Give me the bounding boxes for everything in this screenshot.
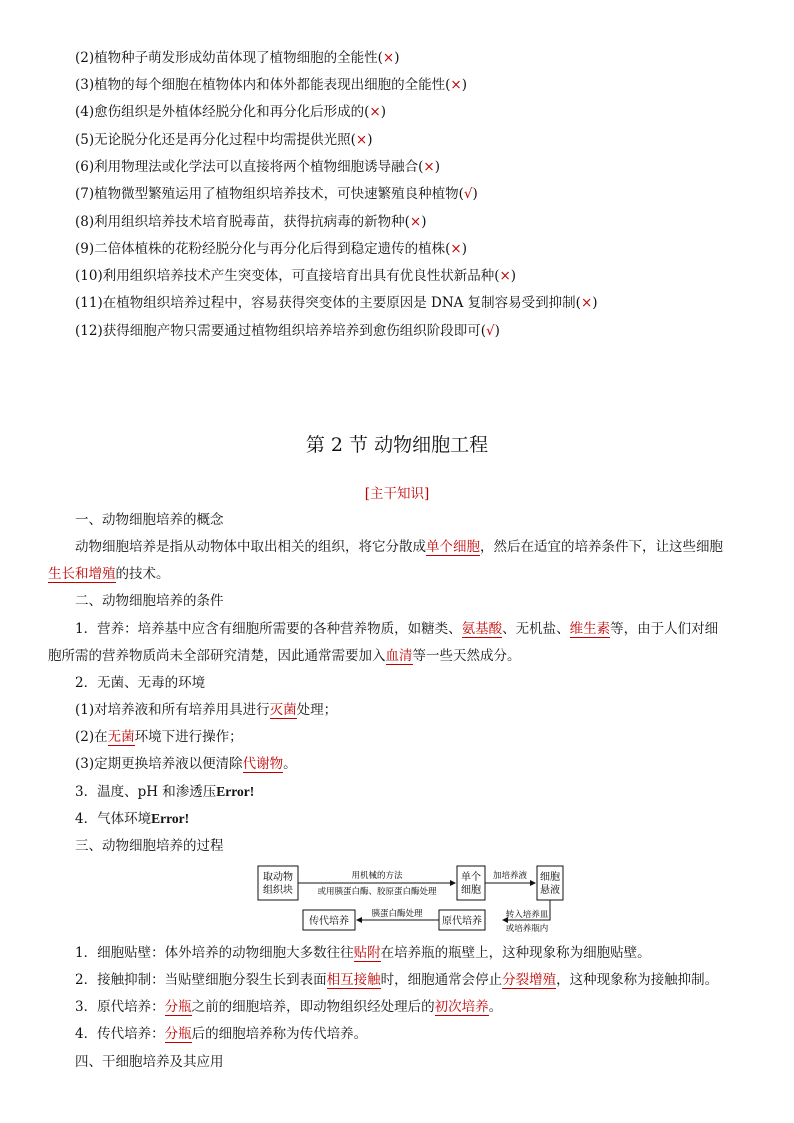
judgement-paren: ) xyxy=(461,241,467,257)
judgement-item xyxy=(75,321,500,341)
culture-process-diagram xyxy=(255,862,565,934)
arrow-transfer-label2: 或培养瓶内 xyxy=(505,924,549,934)
judgement-item xyxy=(75,266,516,286)
judgement-item xyxy=(75,75,467,95)
judgement-item xyxy=(75,157,440,177)
judgement-paren: ) xyxy=(434,159,440,175)
judgement-mark: × xyxy=(369,104,381,120)
box-single-cell-line2: 细胞 xyxy=(461,885,481,896)
judgement-paren: ) xyxy=(494,323,500,339)
box-tissue-line2: 组织块 xyxy=(263,885,293,896)
judgement-mark: √ xyxy=(485,323,495,339)
judgement-mark: × xyxy=(409,214,422,230)
judgement-paren: ) xyxy=(461,77,467,93)
heading-stem-cells: 四、干细胞培养及其应用 xyxy=(75,1054,224,1070)
judgement-item xyxy=(75,239,467,259)
judgement-mark: × xyxy=(355,132,368,148)
paragraph-subculture: 4．传代培养：分瓶后的细胞培养称为传代培养。 xyxy=(75,1026,368,1042)
section-subtitle: [主干知识] xyxy=(364,486,430,502)
box-subculture-label: 传代培养 xyxy=(309,916,349,927)
section-title: 第 2 节 动物细胞工程 xyxy=(305,434,489,456)
box-primary-culture-label: 原代培养 xyxy=(442,916,482,927)
paragraph-temperature: 3．温度、pH 和渗透压Error! xyxy=(75,784,255,800)
paragraph-adherence: 1．细胞贴壁：体外培养的动物细胞大多数往往贴附在培养瓶的瓶壁上，这种现象称为细胞贴壁。 xyxy=(75,945,651,961)
judgement-paren: ) xyxy=(394,50,400,66)
judgement-text: (2)植物种子萌发形成幼苗体现了植物细胞的全能性( xyxy=(75,50,383,66)
box-suspension-line2: 悬液 xyxy=(540,885,560,896)
judgement-mark: × xyxy=(580,295,593,311)
judgement-text: (4)愈伤组织是外植体经脱分化和再分化后形成的( xyxy=(75,104,370,120)
judgement-item xyxy=(75,184,478,204)
arrow-mechanical-label1: 用机械的方法 xyxy=(351,871,403,881)
paragraph-sterile-3: (3)定期更换培养液以便清除代谢物。 xyxy=(75,756,297,772)
paragraph-sterile-1: (1)对培养液和所有培养用具进行灭菌处理； xyxy=(75,702,338,718)
judgement-text: (12)获得细胞产物只需要通过植物组织培养培养到愈伤组织阶段即可( xyxy=(75,323,486,339)
judgement-text: (5)无论脱分化还是再分化过程中均需提供光照( xyxy=(75,132,356,148)
box-single-cell-line1: 单个 xyxy=(461,872,481,883)
judgement-mark: × xyxy=(499,268,511,284)
paragraph-nutrition-line1: 1．营养：培养基中应含有细胞所需要的各种营养物质，如糖类、氨基酸、无机盐、维生素等，由于人们对细 xyxy=(75,621,719,637)
box-tissue-line1: 取动物 xyxy=(263,872,293,883)
paragraph-sterile-2: (2)在无菌环境下进行操作； xyxy=(75,729,243,745)
judgement-text: (6)利用物理法或化学法可以直接将两个植物细胞诱导融合( xyxy=(75,159,424,175)
paragraph-gas: 4．气体环境Error! xyxy=(75,811,190,827)
judgement-paren: ) xyxy=(592,295,598,311)
judgement-mark: × xyxy=(382,50,395,66)
heading-conditions: 二、动物细胞培养的条件 xyxy=(75,593,224,609)
heading-concept: 一、动物细胞培养的概念 xyxy=(75,512,224,528)
paragraph-nutrition-line2: 胞所需的营养物质尚未全部研究清楚，因此通常需要加入血清等一些天然成分。 xyxy=(48,648,521,664)
judgement-mark: × xyxy=(423,159,435,175)
judgement-mark: √ xyxy=(463,186,473,202)
arrow-trypsin-label: 胰蛋白酶处理 xyxy=(371,909,423,919)
judgement-item xyxy=(75,212,426,232)
arrow-mechanical-label2: 或用胰蛋白酶、胶原蛋白酶处理 xyxy=(317,887,437,897)
paragraph-concept-line2: 生长和增殖的技术。 xyxy=(48,566,170,582)
judgement-text: (7)植物微型繁殖运用了植物组织培养技术，可快速繁殖良种植物( xyxy=(75,186,464,202)
judgement-paren: ) xyxy=(367,132,373,148)
judgement-text: (11)在植物组织培养过程中，容易获得突变体的主要原因是 DNA 复制容易受到抑制( xyxy=(75,295,581,311)
judgement-item xyxy=(75,48,399,68)
judgement-paren: ) xyxy=(472,186,478,202)
judgement-text: (3)植物的每个细胞在植物体内和体外都能表现出细胞的全能性( xyxy=(75,77,451,93)
judgement-paren: ) xyxy=(510,268,517,284)
box-suspension-line1: 细胞 xyxy=(540,872,560,883)
judgement-text: (10)利用组织培养技术产生突变体，可直接培育出具有优良性状新品种( xyxy=(75,268,500,284)
judgement-mark: × xyxy=(450,241,462,257)
judgement-item xyxy=(75,102,386,122)
paragraph-contact-inhibition: 2．接触抑制：当贴壁细胞分裂生长到表面相互接触时，细胞通常会停止分裂增殖，这种现象称为接触抑制。 xyxy=(75,972,719,988)
judgement-text: (9)二倍体植株的花粉经脱分化与再分化后得到稳定遗传的植株( xyxy=(75,241,451,257)
arrow-add-medium-label: 加培养液 xyxy=(492,871,528,881)
heading-process: 三、动物细胞培养的过程 xyxy=(75,838,224,854)
paragraph-concept-line1: 动物细胞培养是指从动物体中取出相关的组织，将它分散成单个细胞，然后在适宜的培养条件下，让这些细胞 xyxy=(75,539,723,555)
judgement-mark: × xyxy=(450,77,462,93)
judgement-paren: ) xyxy=(421,214,427,230)
judgement-text: (8)利用组织培养技术培育脱毒苗，获得抗病毒的新物种( xyxy=(75,214,410,230)
paragraph-sterile: 2．无菌、无毒的环境 xyxy=(75,675,206,691)
judgement-paren: ) xyxy=(380,104,386,120)
judgement-item xyxy=(75,130,372,150)
arrow-transfer-label1: 转入培养皿 xyxy=(505,910,549,920)
paragraph-primary-culture: 3．原代培养：分瓶之前的细胞培养，即动物组织经处理后的初次培养。 xyxy=(75,999,503,1015)
judgement-item xyxy=(75,293,598,313)
